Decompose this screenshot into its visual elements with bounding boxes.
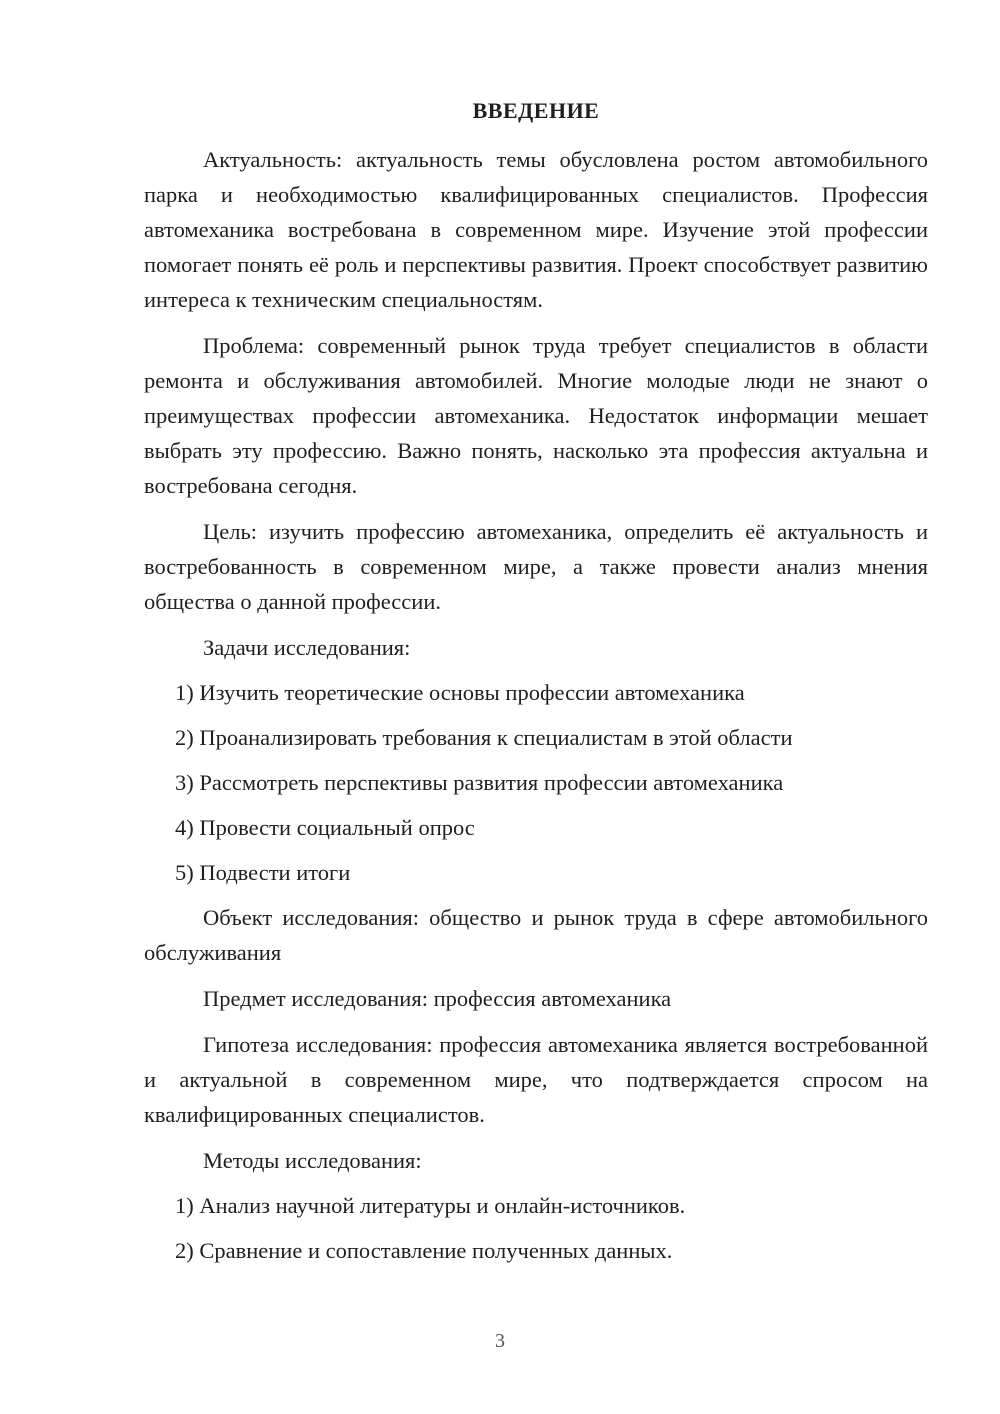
- list-item: 3) Рассмотреть перспективы развития профессии автомеханика: [175, 770, 784, 795]
- tasks-heading: Задачи исследования:: [203, 635, 411, 660]
- problem-paragraph: Проблема: современный рынок труда требует специалистов в области ремонта и обслуживания автомобилей. Многие молодые люди не знают о преимуществах профессии автомеханика. Недостаток информации мешает выбрать эту профессию. Важно понять, насколько эта профессия актуальна и востребована сегодня.: [144, 333, 928, 498]
- document-body: [144, 94, 928, 1278]
- goal-paragraph: Цель: изучить профессию автомеханика, определить её актуальность и востребованность в современном мире, а также провести анализ мнения общества о данной профессии.: [144, 519, 928, 614]
- methods-list: [144, 1188, 928, 1268]
- list-item: 2) Проанализировать требования к специалистам в этой области: [175, 725, 793, 750]
- list-item: 1) Анализ научной литературы и онлайн-источников.: [175, 1193, 686, 1218]
- hypothesis-paragraph: Гипотеза исследования: профессия автомеханика является востребованной и актуальной в современном мире, что подтверждается спросом на квалифицированных специалистов.: [144, 1032, 928, 1127]
- page-number: 3: [495, 1330, 505, 1352]
- list-item: 2) Сравнение и сопоставление полученных данных.: [175, 1238, 673, 1263]
- list-item: 4) Провести социальный опрос: [175, 815, 475, 840]
- relevance-paragraph: Актуальность: актуальность темы обусловлена ростом автомобильного парка и необходимостью квалифицированных специалистов. Профессия автомеханика востребована в современном мире. Изучение этой профессии помогает понять её роль и перспективы развития. Проект способствует развитию интереса к техническим специальностям.: [144, 147, 928, 312]
- list-item: 5) Подвести итоги: [175, 860, 351, 885]
- list-item: 1) Изучить теоретические основы профессии автомеханика: [175, 680, 745, 705]
- page-title: ВВЕДЕНИЕ: [472, 98, 600, 123]
- object-paragraph: Объект исследования: общество и рынок труда в сфере автомобильного обслуживания: [144, 905, 928, 965]
- methods-heading: Методы исследования:: [203, 1148, 422, 1173]
- subject-paragraph: Предмет исследования: профессия автомеханика: [203, 986, 672, 1011]
- tasks-list: [144, 675, 928, 890]
